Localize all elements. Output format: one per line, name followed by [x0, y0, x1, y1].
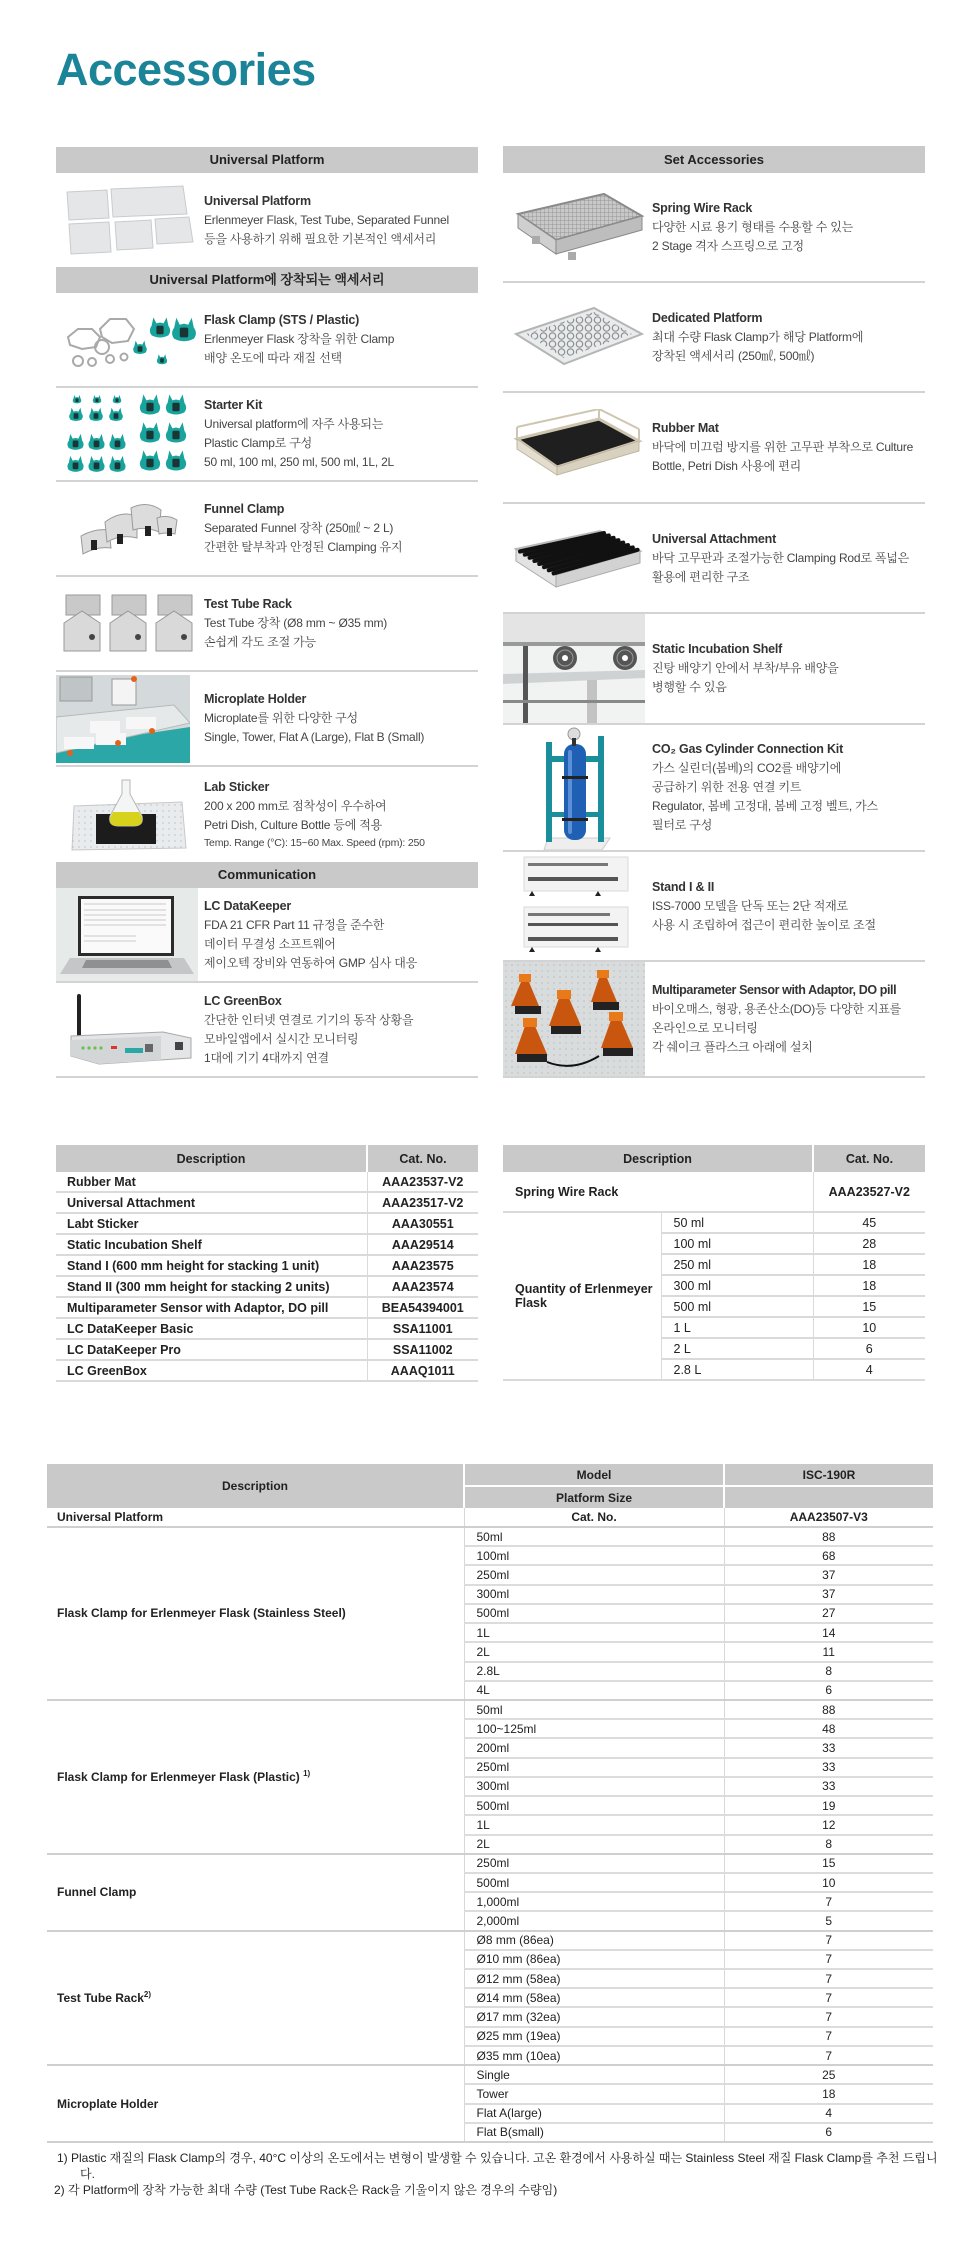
- cat-no-cell: AAA29514: [367, 1234, 478, 1255]
- size-cell: 50ml: [464, 1700, 724, 1719]
- accessory-item-static-incubation-shelf: [503, 614, 925, 725]
- item-text: [652, 419, 913, 476]
- item-desc-line: 바닥에 미끄럼 방지를 위한 고무판 부착으로 Culture: [652, 440, 914, 454]
- accessory-item-lc-greenbox: [56, 983, 478, 1078]
- item-desc-line: Regulator, 봄베 고정대, 봄베 고정 벨트, 가스: [652, 799, 878, 813]
- quantity-cell: 18: [724, 2084, 933, 2103]
- item-desc-line: Separated Funnel 장착 (250㎖ ~ 2 L): [204, 521, 394, 535]
- item-spec-note: Temp. Range (°C): 15~60 Max. Speed (rpm): 250: [204, 836, 425, 849]
- item-desc-line: Erlenmeyer Flask 장착을 위한 Clamp: [204, 332, 395, 346]
- item-desc-line: 사용 시 조립하여 접근이 편리한 높이로 조절: [652, 917, 876, 932]
- item-text: [652, 878, 876, 935]
- item-text: [204, 992, 413, 1068]
- quantity-cell: 4: [813, 1359, 925, 1380]
- lab-sticker-image: [56, 767, 204, 862]
- column-header-description: Description: [56, 1145, 367, 1172]
- size-cell: Flat A(large): [464, 2104, 724, 2123]
- table-header-row: [56, 1145, 478, 1172]
- lc-datakeeper-image: [56, 888, 204, 981]
- description-cell: Multiparameter Sensor with Adaptor, DO pill: [56, 1297, 367, 1318]
- item-desc-line: 바닥 고무판과 조절가능한 Clamping Rod로 폭넓은: [652, 550, 910, 565]
- size-cell: 500 ml: [661, 1296, 813, 1317]
- microplate-holder-image: [56, 672, 204, 765]
- accessory-item-dedicated-platform: [503, 283, 925, 393]
- group-name-cell: [47, 1527, 464, 1700]
- item-text: [204, 192, 449, 249]
- spring-wire-rack-illustration: [512, 188, 644, 266]
- greenbox-illustration: [65, 992, 195, 1068]
- item-desc-line: 바이오매스, 형광, 용존산소(DO)등 다양한 지표를: [652, 1002, 902, 1016]
- size-cell: 100 ml: [661, 1233, 813, 1254]
- size-cell: 1L: [464, 1623, 724, 1642]
- description-cell: Rubber Mat: [56, 1172, 367, 1192]
- size-cell: Ø25 mm (19ea): [464, 2027, 724, 2046]
- item-title: Stand I & II: [652, 879, 715, 894]
- quantity-cell: 25: [724, 2065, 933, 2084]
- quantity-cell: 33: [724, 1738, 933, 1757]
- size-cell: 500ml: [464, 1604, 724, 1623]
- item-desc-line: 다양한 시료 용기 형태를 수용할 수 있는: [652, 219, 854, 234]
- quantity-label-cell: Quantity of Erlenmeyer Flask: [503, 1212, 661, 1380]
- group-name: Flask Clamp for Erlenmeyer Flask (Plastic): [57, 1770, 300, 1785]
- platform-capacity-table: [47, 1464, 933, 2143]
- size-cell: Ø14 mm (58ea): [464, 1988, 724, 2007]
- item-desc-line: Single, Tower, Flat A (Large), Flat B (Small): [204, 730, 425, 744]
- item-title: CO₂ Gas Cylinder Connection Kit: [652, 742, 844, 756]
- item-desc-line: Plastic Clamp로 구성: [204, 436, 313, 450]
- quantity-cell: 7: [724, 1969, 933, 1988]
- table-row: [56, 1213, 478, 1234]
- item-desc-line: Bottle, Petri Dish 사용에 편리: [652, 459, 801, 473]
- description-cell: LC DataKeeper Pro: [56, 1339, 367, 1360]
- size-cell: Ø10 mm (86ea): [464, 1950, 724, 1969]
- accessory-item-lc-datakeeper: [56, 888, 478, 983]
- size-cell: 2.8 L: [661, 1359, 813, 1380]
- item-text: [204, 396, 394, 472]
- quantity-cell: 18: [813, 1254, 925, 1275]
- size-cell: 250ml: [464, 1854, 724, 1873]
- lab-sticker-illustration: [70, 778, 190, 852]
- table-row: [47, 1931, 933, 1950]
- starter-kit-image: [56, 388, 204, 480]
- spring-wire-rack-image: [503, 173, 652, 281]
- description-cell: Static Incubation Shelf: [56, 1234, 367, 1255]
- size-cell: Ø12 mm (58ea): [464, 1969, 724, 1988]
- size-cell: 250ml: [464, 1758, 724, 1777]
- catalog-row-label: Cat. No.: [464, 1508, 724, 1527]
- universal-platform-image: [56, 173, 204, 267]
- item-text: [652, 981, 901, 1057]
- quantity-cell: 6: [724, 1681, 933, 1700]
- quantity-cell: 88: [724, 1527, 933, 1546]
- size-cell: 2.8L: [464, 1662, 724, 1681]
- size-cell: 250ml: [464, 1565, 724, 1584]
- group-name-cell: [47, 1854, 464, 1931]
- description-cell: LC GreenBox: [56, 1360, 367, 1381]
- accessory-item-flask-clamp: [56, 293, 478, 388]
- cat-no-cell: AAA23517-V2: [367, 1192, 478, 1213]
- item-title: Lab Sticker: [204, 779, 270, 794]
- rubber-mat-illustration: [513, 409, 643, 487]
- item-desc-line: 진탕 배양기 안에서 부착/부유 배양을: [652, 661, 839, 675]
- cat-no-cell: AAA23574: [367, 1276, 478, 1297]
- quantity-cell: 68: [724, 1546, 933, 1565]
- stand-illustration: [518, 855, 638, 957]
- quantity-cell: 7: [724, 1931, 933, 1950]
- item-title: Test Tube Rack: [204, 597, 292, 611]
- multiparameter-sensor-illustration: [503, 962, 645, 1076]
- universal-attachment-illustration: [512, 525, 644, 591]
- footnote-1: 1) Plastic 재질의 Flask Clamp의 경우, 40°C 이상의 온도에서는 변형이 발생할 수 있습니다. 고온 환경에서 사용하실 때는 Stainless Steel 재질 Flask Clamp를 추천 드립니다.: [57, 2151, 938, 2181]
- quantity-cell: 14: [724, 1623, 933, 1642]
- item-title: Starter Kit: [204, 398, 263, 412]
- test-tube-rack-image: [56, 577, 204, 670]
- size-cell: 2 L: [661, 1338, 813, 1359]
- size-cell: Single: [464, 2065, 724, 2084]
- size-cell: 300ml: [464, 1777, 724, 1796]
- accessory-item-lab-sticker: [56, 767, 478, 862]
- size-cell: 1L: [464, 1815, 724, 1834]
- quantity-cell: 18: [813, 1275, 925, 1296]
- starter-kit-illustration: [60, 392, 200, 476]
- table-row: [56, 1255, 478, 1276]
- accessory-item-spring-wire-rack: [503, 173, 925, 283]
- size-cell: 2L: [464, 1642, 724, 1661]
- size-cell: 50ml: [464, 1527, 724, 1546]
- item-desc-line: 온라인으로 모니터링: [652, 1021, 758, 1035]
- size-cell: 1,000ml: [464, 1892, 724, 1911]
- cat-no-cell: AAA23537-V2: [367, 1172, 478, 1192]
- footnote-ref: 1): [303, 1769, 311, 1779]
- item-title: LC DataKeeper: [204, 898, 292, 913]
- column-header-description: Description: [503, 1145, 813, 1172]
- universal-attachment-image: [503, 504, 652, 612]
- laptop-illustration: [56, 888, 198, 981]
- item-desc-line: 간단한 인터넷 연결로 기기의 동작 상황을: [204, 1012, 414, 1027]
- catalog-table: [56, 1145, 478, 1382]
- item-desc-line: Test Tube 장착 (Ø8 mm ~ Ø35 mm): [204, 616, 388, 630]
- catalog-row-value: AAA23507-V3: [724, 1508, 933, 1527]
- group-name: Funnel Clamp: [57, 1885, 137, 1900]
- universal-platform-illustration: [65, 184, 195, 256]
- platform-size-value: [724, 1486, 933, 1508]
- quantity-cell: 6: [813, 1338, 925, 1359]
- quantity-cell: 8: [724, 1835, 933, 1854]
- item-desc-line: Erlenmeyer Flask, Test Tube, Separated Funnel: [204, 212, 449, 227]
- catalog-row: [47, 1508, 933, 1527]
- item-text: [652, 530, 909, 587]
- size-cell: 4L: [464, 1681, 724, 1700]
- quantity-cell: 7: [724, 2007, 933, 2026]
- quantity-cell: 7: [724, 1950, 933, 1969]
- quantity-cell: 6: [724, 2123, 933, 2142]
- item-desc-line: ISS-7000 모델을 단독 또는 2단 적재로: [652, 898, 848, 913]
- page-title: Accessories: [56, 44, 316, 95]
- item-desc-line: 장착된 액세서리 (250㎖, 500㎖): [652, 348, 815, 363]
- size-cell: 250 ml: [661, 1254, 813, 1275]
- quantity-cell: 11: [724, 1642, 933, 1661]
- table-header-row: [47, 1464, 933, 1486]
- table-row: [503, 1172, 925, 1212]
- item-desc-line: 데이터 무결성 소프트웨어: [204, 936, 336, 951]
- model-label: Model: [464, 1464, 724, 1486]
- item-text: [652, 309, 863, 366]
- table-header-row: [503, 1145, 925, 1172]
- incubation-shelf-illustration: [503, 614, 645, 723]
- section-header-communication: Communication: [56, 862, 478, 888]
- item-desc-line: FDA 21 CFR Part 11 규정을 준수한: [204, 917, 385, 932]
- quantity-cell: 5: [724, 1911, 933, 1930]
- flask-clamp-image: [56, 293, 204, 386]
- size-cell: Tower: [464, 2084, 724, 2103]
- section-header-platform-accessories: Universal Platform에 장착되는 액세서리: [56, 267, 478, 293]
- table-row: [56, 1339, 478, 1360]
- accessory-item-rubber-mat: [503, 393, 925, 504]
- quantity-cell: 19: [724, 1796, 933, 1815]
- quantity-cell: 10: [813, 1317, 925, 1338]
- item-text: [204, 311, 394, 368]
- quantity-cell: 48: [724, 1719, 933, 1738]
- accessory-item-multiparameter-sensor: [503, 962, 925, 1078]
- item-title: Static Incubation Shelf: [652, 642, 783, 656]
- description-cell: Stand I (600 mm height for stacking 1 unit): [56, 1255, 367, 1276]
- cat-no-cell: AAA30551: [367, 1213, 478, 1234]
- item-desc-line: 간편한 탈부착과 안정된 Clamping 유지: [204, 540, 403, 554]
- size-cell: 2L: [464, 1835, 724, 1854]
- item-desc-line: 2 Stage 격자 스프링으로 고정: [652, 238, 804, 253]
- size-cell: 500ml: [464, 1873, 724, 1892]
- table-row: [56, 1297, 478, 1318]
- stand-image: [503, 852, 652, 960]
- static-incubation-shelf-image: [503, 614, 652, 723]
- quantity-cell: 15: [813, 1296, 925, 1317]
- column-header-cat-no: Cat. No.: [813, 1145, 925, 1172]
- quantity-cell: 45: [813, 1212, 925, 1233]
- quantity-cell: 4: [724, 2104, 933, 2123]
- accessory-item-co2-gas-kit: [503, 725, 925, 852]
- microplate-holder-illustration: [56, 675, 190, 763]
- table-row: [47, 1854, 933, 1873]
- cat-no-cell: SSA11002: [367, 1339, 478, 1360]
- quantity-cell: 28: [813, 1233, 925, 1254]
- column-header-description: Description: [47, 1464, 464, 1508]
- item-desc-line: 각 쉐이크 플라스크 아래에 설치: [652, 1040, 813, 1054]
- table-row: [56, 1192, 478, 1213]
- quantity-cell: 37: [724, 1565, 933, 1584]
- size-cell: Ø35 mm (10ea): [464, 2046, 724, 2065]
- item-text: [652, 740, 878, 835]
- item-text: [204, 778, 425, 852]
- item-title: Universal Platform: [204, 193, 311, 208]
- item-title: Universal Attachment: [652, 531, 777, 546]
- quantity-cell: 27: [724, 1604, 933, 1623]
- item-desc-line: Microplate를 위한 다양한 구성: [204, 711, 358, 725]
- accessory-item-starter-kit: [56, 388, 478, 482]
- cat-no-cell: BEA54394001: [367, 1297, 478, 1318]
- table-row: [56, 1318, 478, 1339]
- table-row: [56, 1360, 478, 1381]
- item-text: [204, 897, 417, 973]
- item-title: Rubber Mat: [652, 421, 719, 435]
- item-desc-line: 공급하기 위한 전용 연결 키트: [652, 780, 802, 794]
- size-cell: 2,000ml: [464, 1911, 724, 1930]
- accessory-item-stand: [503, 852, 925, 962]
- funnel-clamp-image: [56, 482, 204, 575]
- group-name-cell: [47, 1931, 464, 2066]
- item-desc-line: Universal platform에 자주 사용되는: [204, 417, 384, 431]
- table-row: [503, 1212, 925, 1233]
- item-desc-line: 200 x 200 mm로 점착성이 우수하여: [204, 798, 387, 813]
- table-row: [56, 1172, 478, 1192]
- table-row: [56, 1276, 478, 1297]
- item-title: Flask Clamp (STS / Plastic): [204, 313, 360, 327]
- quantity-cell: 8: [724, 1662, 933, 1681]
- size-cell: 50 ml: [661, 1212, 813, 1233]
- item-text: [204, 595, 387, 652]
- multiparameter-sensor-image: [503, 962, 652, 1076]
- table-row: [47, 2065, 933, 2084]
- quantity-cell: 7: [724, 2046, 933, 2065]
- group-name-cell: [47, 1700, 464, 1854]
- item-desc-line: 가스 실린더(봄베)의 CO2를 배양기에: [652, 761, 842, 775]
- accessory-item-microplate-holder: [56, 672, 478, 767]
- cat-no-cell: SSA11001: [367, 1318, 478, 1339]
- accessory-item-universal-platform: [56, 173, 478, 267]
- item-desc-line: 손쉽게 각도 조절 가능: [204, 635, 316, 649]
- table-row: [56, 1234, 478, 1255]
- description-cell: Universal Attachment: [56, 1192, 367, 1213]
- item-desc-line: 1대에 기기 4대까지 연결: [204, 1050, 329, 1065]
- dedicated-platform-illustration: [512, 300, 644, 374]
- item-title: Dedicated Platform: [652, 310, 763, 325]
- item-text: [652, 640, 839, 697]
- flask-clamp-illustration: [60, 307, 200, 373]
- accessory-item-universal-attachment: [503, 504, 925, 614]
- group-name-cell: [47, 2065, 464, 2142]
- item-title: Spring Wire Rack: [652, 200, 753, 215]
- item-title: LC GreenBox: [204, 993, 282, 1008]
- group-name: Flask Clamp for Erlenmeyer Flask (Stainless Steel): [57, 1606, 346, 1621]
- size-cell: 200ml: [464, 1738, 724, 1757]
- item-title: Microplate Holder: [204, 692, 307, 706]
- quantity-cell: 37: [724, 1585, 933, 1604]
- description-cell: Spring Wire Rack: [503, 1172, 813, 1212]
- quantity-cell: 33: [724, 1777, 933, 1796]
- item-desc-line: 모바일앱에서 실시간 모니터링: [204, 1031, 359, 1046]
- accessory-item-test-tube-rack: [56, 577, 478, 672]
- item-desc-line: 활용에 편리한 구조: [652, 569, 750, 584]
- quantity-cell: 33: [724, 1758, 933, 1777]
- quantity-cell: 7: [724, 1892, 933, 1911]
- item-text: [204, 500, 402, 557]
- item-desc-line: Petri Dish, Culture Bottle 등에 적용: [204, 817, 383, 832]
- quantity-cell: 7: [724, 2027, 933, 2046]
- table-row: [47, 1527, 933, 1546]
- item-title: Multiparameter Sensor with Adaptor, DO pill: [652, 983, 897, 997]
- size-cell: 500ml: [464, 1796, 724, 1815]
- size-cell: Flat B(small): [464, 2123, 724, 2142]
- section-header-universal-platform: Universal Platform: [56, 147, 478, 173]
- left-column: [56, 147, 478, 1078]
- size-cell: 1 L: [661, 1317, 813, 1338]
- item-desc-line: 배양 온도에 따라 재질 선택: [204, 351, 342, 365]
- quantity-cell: 7: [724, 1988, 933, 2007]
- rubber-mat-image: [503, 393, 652, 502]
- description-cell: Labt Sticker: [56, 1213, 367, 1234]
- section-header-set-accessories: Set Accessories: [503, 146, 925, 173]
- dedicated-platform-image: [503, 283, 652, 391]
- platform-size-label: Platform Size: [464, 1486, 724, 1508]
- cat-no-cell: AAA23575: [367, 1255, 478, 1276]
- accessory-item-funnel-clamp: [56, 482, 478, 577]
- funnel-clamp-illustration: [75, 500, 185, 558]
- item-text: [204, 690, 424, 747]
- spring-rack-table: [503, 1145, 925, 1381]
- group-name: Test Tube Rack: [57, 1991, 144, 2006]
- right-column: [503, 146, 925, 1078]
- model-value: ISC-190R: [724, 1464, 933, 1486]
- size-cell: 100ml: [464, 1546, 724, 1565]
- test-tube-rack-illustration: [62, 593, 198, 655]
- item-desc-line: 등을 사용하기 위해 필요한 기본적인 액세서리: [204, 231, 437, 246]
- footnotes: [54, 2150, 939, 2198]
- catalog-row-name: Universal Platform: [47, 1508, 464, 1527]
- item-desc-line: 필터로 구성: [652, 818, 713, 832]
- item-desc-line: 제이오텍 장비와 연동하여 GMP 심사 대응: [204, 955, 418, 970]
- item-desc-line: 50 ml, 100 ml, 250 ml, 500 ml, 1L, 2L: [204, 455, 395, 469]
- description-cell: Stand II (300 mm height for stacking 2 units): [56, 1276, 367, 1297]
- table-row: [47, 1700, 933, 1719]
- description-cell: LC DataKeeper Basic: [56, 1318, 367, 1339]
- lc-greenbox-image: [56, 983, 204, 1076]
- quantity-cell: 88: [724, 1700, 933, 1719]
- co2-gas-kit-image: [503, 725, 652, 850]
- quantity-cell: 10: [724, 1873, 933, 1892]
- item-desc-line: 병행할 수 있음: [652, 680, 727, 694]
- group-name: Microplate Holder: [57, 2096, 159, 2111]
- co2-cylinder-illustration: [536, 726, 620, 850]
- item-title: Funnel Clamp: [204, 502, 285, 516]
- quantity-cell: 15: [724, 1854, 933, 1873]
- size-cell: 100~125ml: [464, 1719, 724, 1738]
- cat-no-cell: AAAQ1011: [367, 1360, 478, 1381]
- footnote-ref: 2): [143, 1990, 152, 2000]
- size-cell: Ø8 mm (86ea): [464, 1931, 724, 1950]
- cat-no-cell: AAA23527-V2: [813, 1172, 925, 1212]
- column-header-cat-no: Cat. No.: [367, 1145, 478, 1172]
- size-cell: 300ml: [464, 1585, 724, 1604]
- item-text: [652, 199, 853, 256]
- size-cell: 300 ml: [661, 1275, 813, 1296]
- item-desc-line: 최대 수량 Flask Clamp가 해당 Platform에: [652, 329, 864, 344]
- footnote-2: 2) 각 Platform에 장착 가능한 최대 수량 (Test Tube Rack은 Rack을 기울이지 않은 경우의 수량임): [54, 2183, 558, 2197]
- size-cell: Ø17 mm (32ea): [464, 2007, 724, 2026]
- quantity-cell: 12: [724, 1815, 933, 1834]
